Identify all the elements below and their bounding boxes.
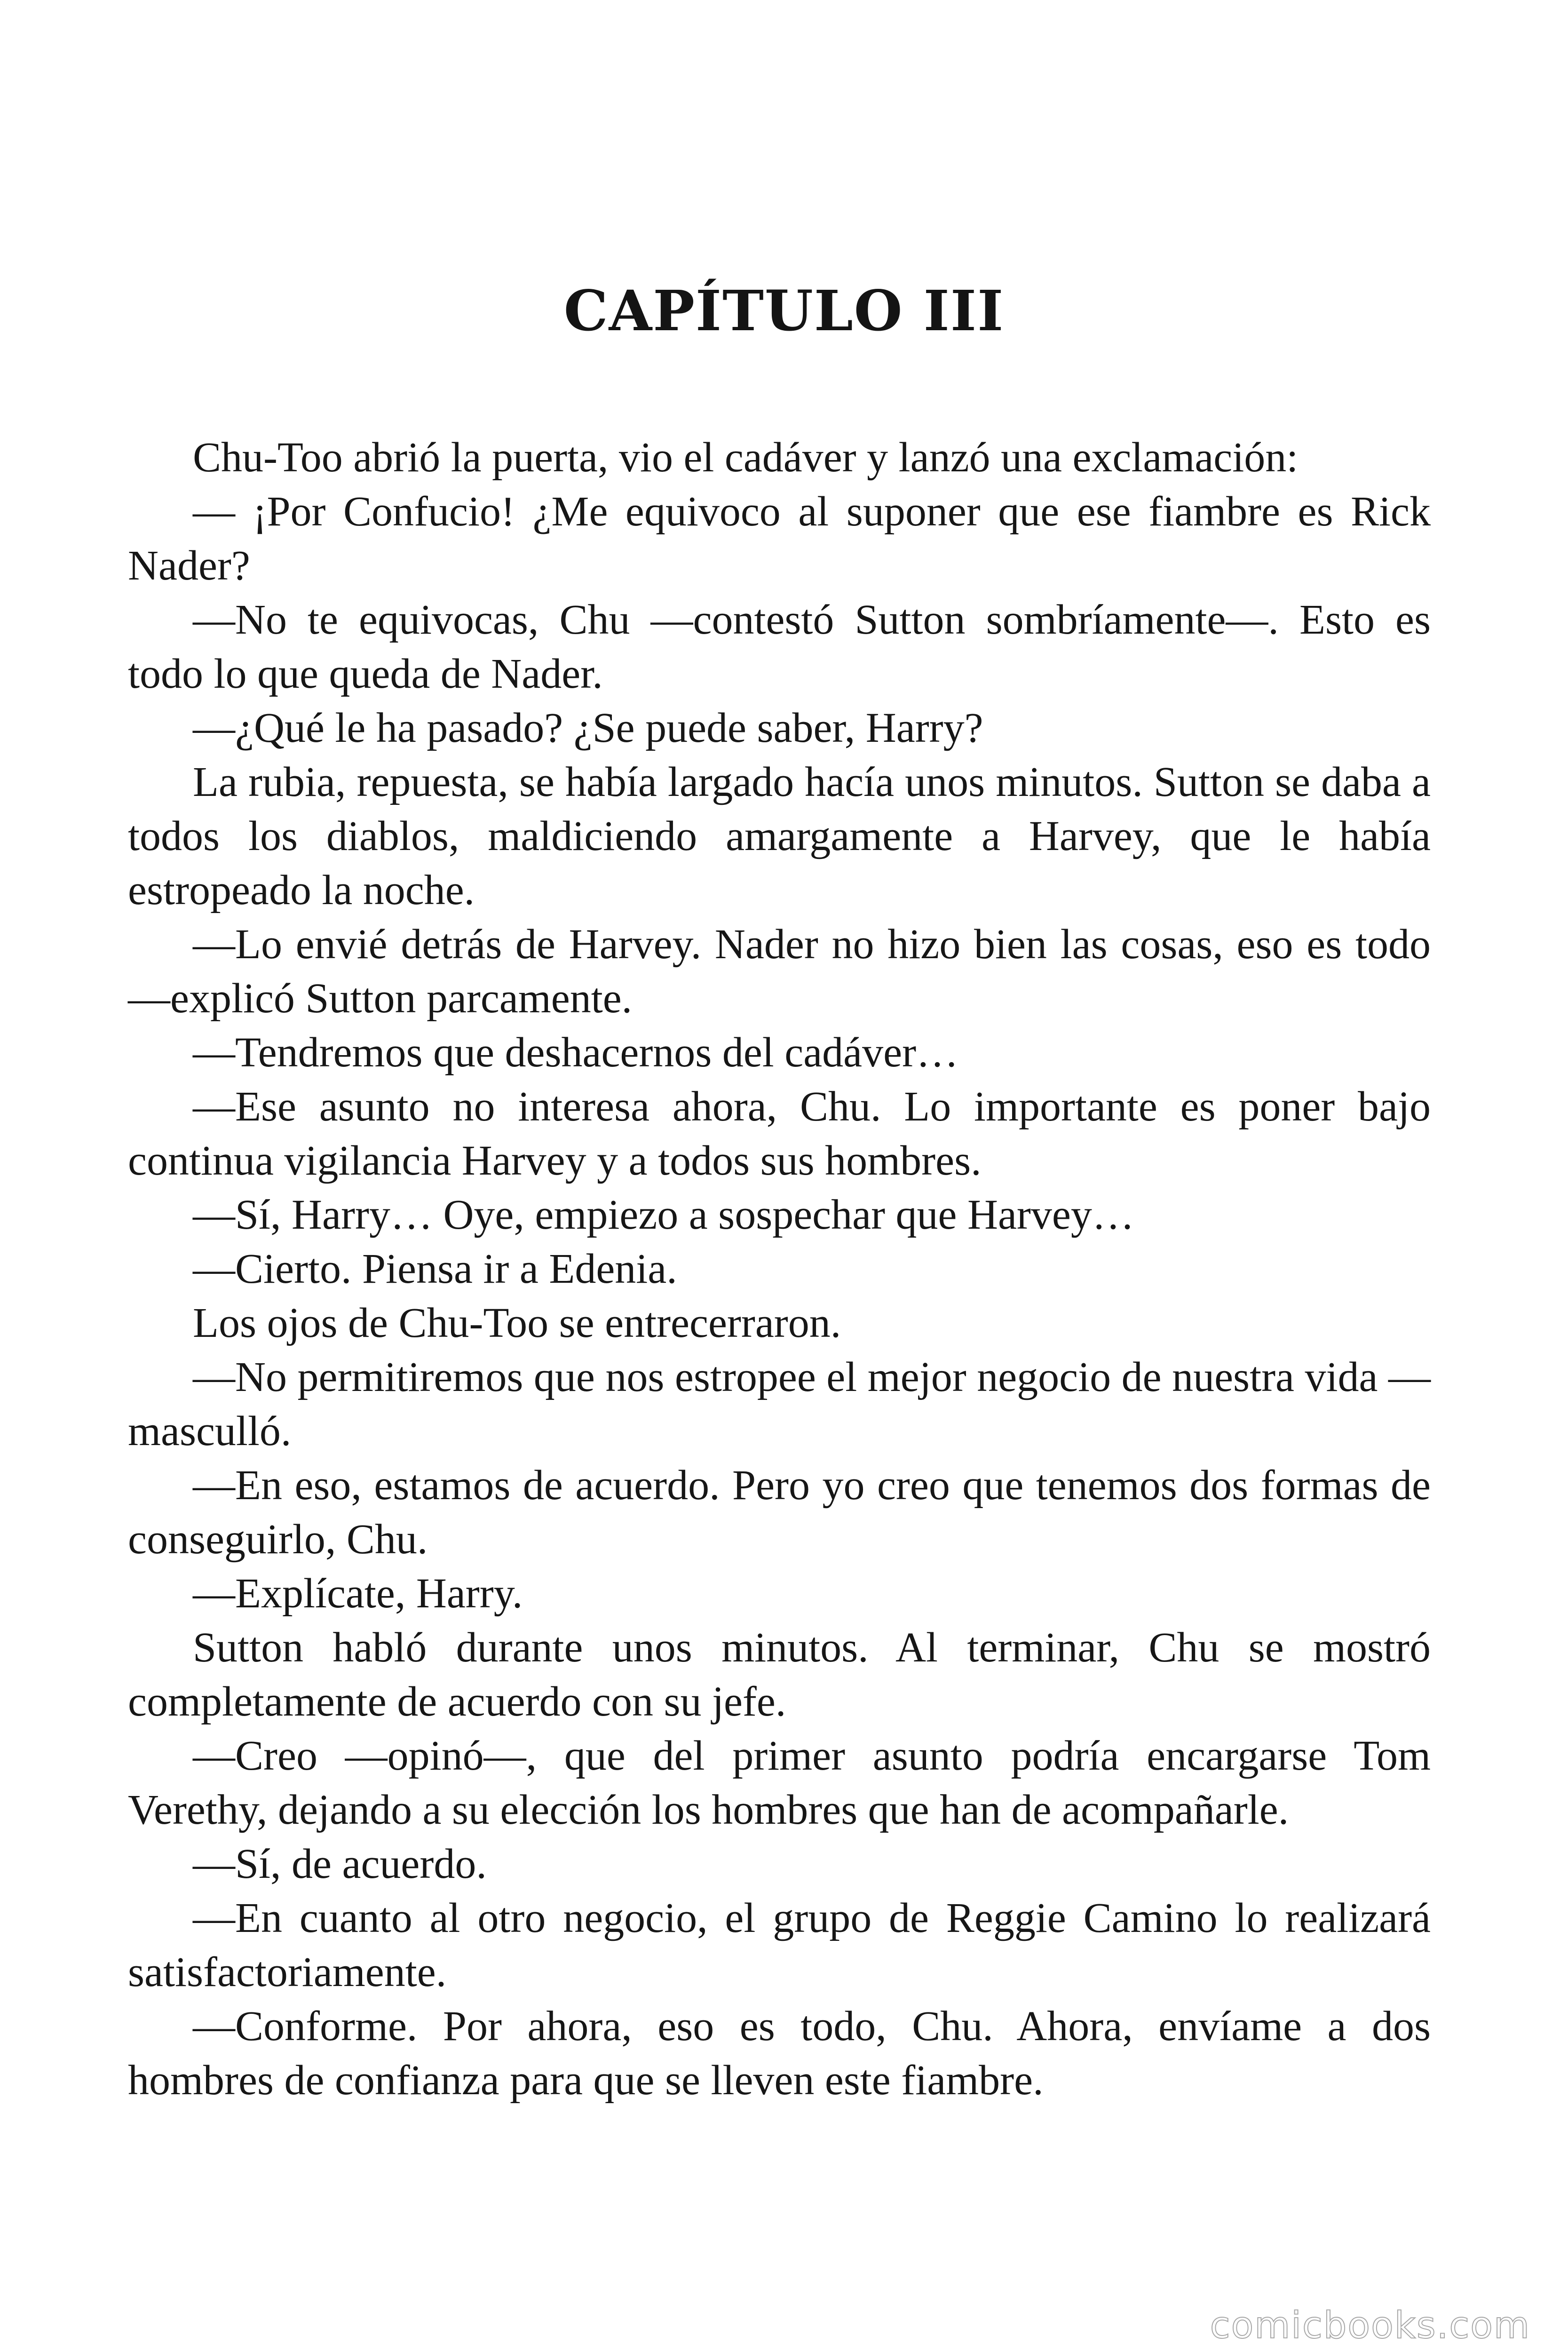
paragraph: Sutton habló durante unos minutos. Al terminar, Chu se mostró completamente de acuerdo con su jefe.	[128, 1624, 1431, 1725]
paragraph: —Cierto. Piensa ir a Edenia.	[193, 1246, 677, 1292]
paragraph: —Creo —opinó—, que del primer asunto podría encargarse Tom Verethy, dejando a su elección los hombres que han de acompañarle.	[128, 1732, 1431, 1833]
paragraph: —No permitiremos que nos estropee el mejor negocio de nuestra vida —masculló.	[128, 1354, 1431, 1454]
paragraph: —Lo envié detrás de Harvey. Nader no hizo bien las cosas, eso es todo —explicó Sutton parcamente.	[128, 921, 1431, 1022]
paragraph: —En eso, estamos de acuerdo. Pero yo creo que tenemos dos formas de conseguirlo, Chu.	[128, 1462, 1431, 1563]
paragraph: —Sí, de acuerdo.	[193, 1841, 487, 1887]
paragraph: —Explícate, Harry.	[193, 1570, 523, 1617]
paragraph: —Sí, Harry… Oye, empiezo a sospechar que Harvey…	[193, 1192, 1134, 1238]
watermark: comicbooks.com	[1210, 2304, 1530, 2347]
paragraph: —Ese asunto no interesa ahora, Chu. Lo importante es poner bajo continua vigilancia Harvey y a todos sus hombres.	[128, 1083, 1431, 1184]
paragraph: —En cuanto al otro negocio, el grupo de Reggie Camino lo realizará satisfactoriamente.	[128, 1895, 1431, 1995]
chapter-title: CAPÍTULO III	[563, 278, 1005, 343]
paragraph: Los ojos de Chu-Too se entrecerraron.	[193, 1300, 841, 1346]
paragraph: Chu-Too abrió la puerta, vio el cadáver y lanzó una exclamación:	[193, 434, 1299, 481]
paragraph: —Conforme. Por ahora, eso es todo, Chu. Ahora, envíame a dos hombres de confianza para que se lleven este fiambre.	[128, 2003, 1431, 2104]
paragraph: — ¡Por Confucio! ¿Me equivoco al suponer que ese fiambre es Rick Nader?	[128, 488, 1431, 589]
chapter-body	[128, 430, 1431, 2107]
paragraph: —Tendremos que deshacernos del cadáver…	[193, 1029, 959, 1076]
paragraph: La rubia, repuesta, se había largado hacía unos minutos. Sutton se daba a todos los diablos, maldiciendo amargamente a Harvey, que le había estropeado la noche.	[128, 759, 1431, 914]
paragraph: —¿Qué le ha pasado? ¿Se puede saber, Harry?	[193, 705, 983, 751]
paragraph: —No te equivocas, Chu —contestó Sutton sombríamente—. Esto es todo lo que queda de Nader.	[128, 596, 1431, 697]
